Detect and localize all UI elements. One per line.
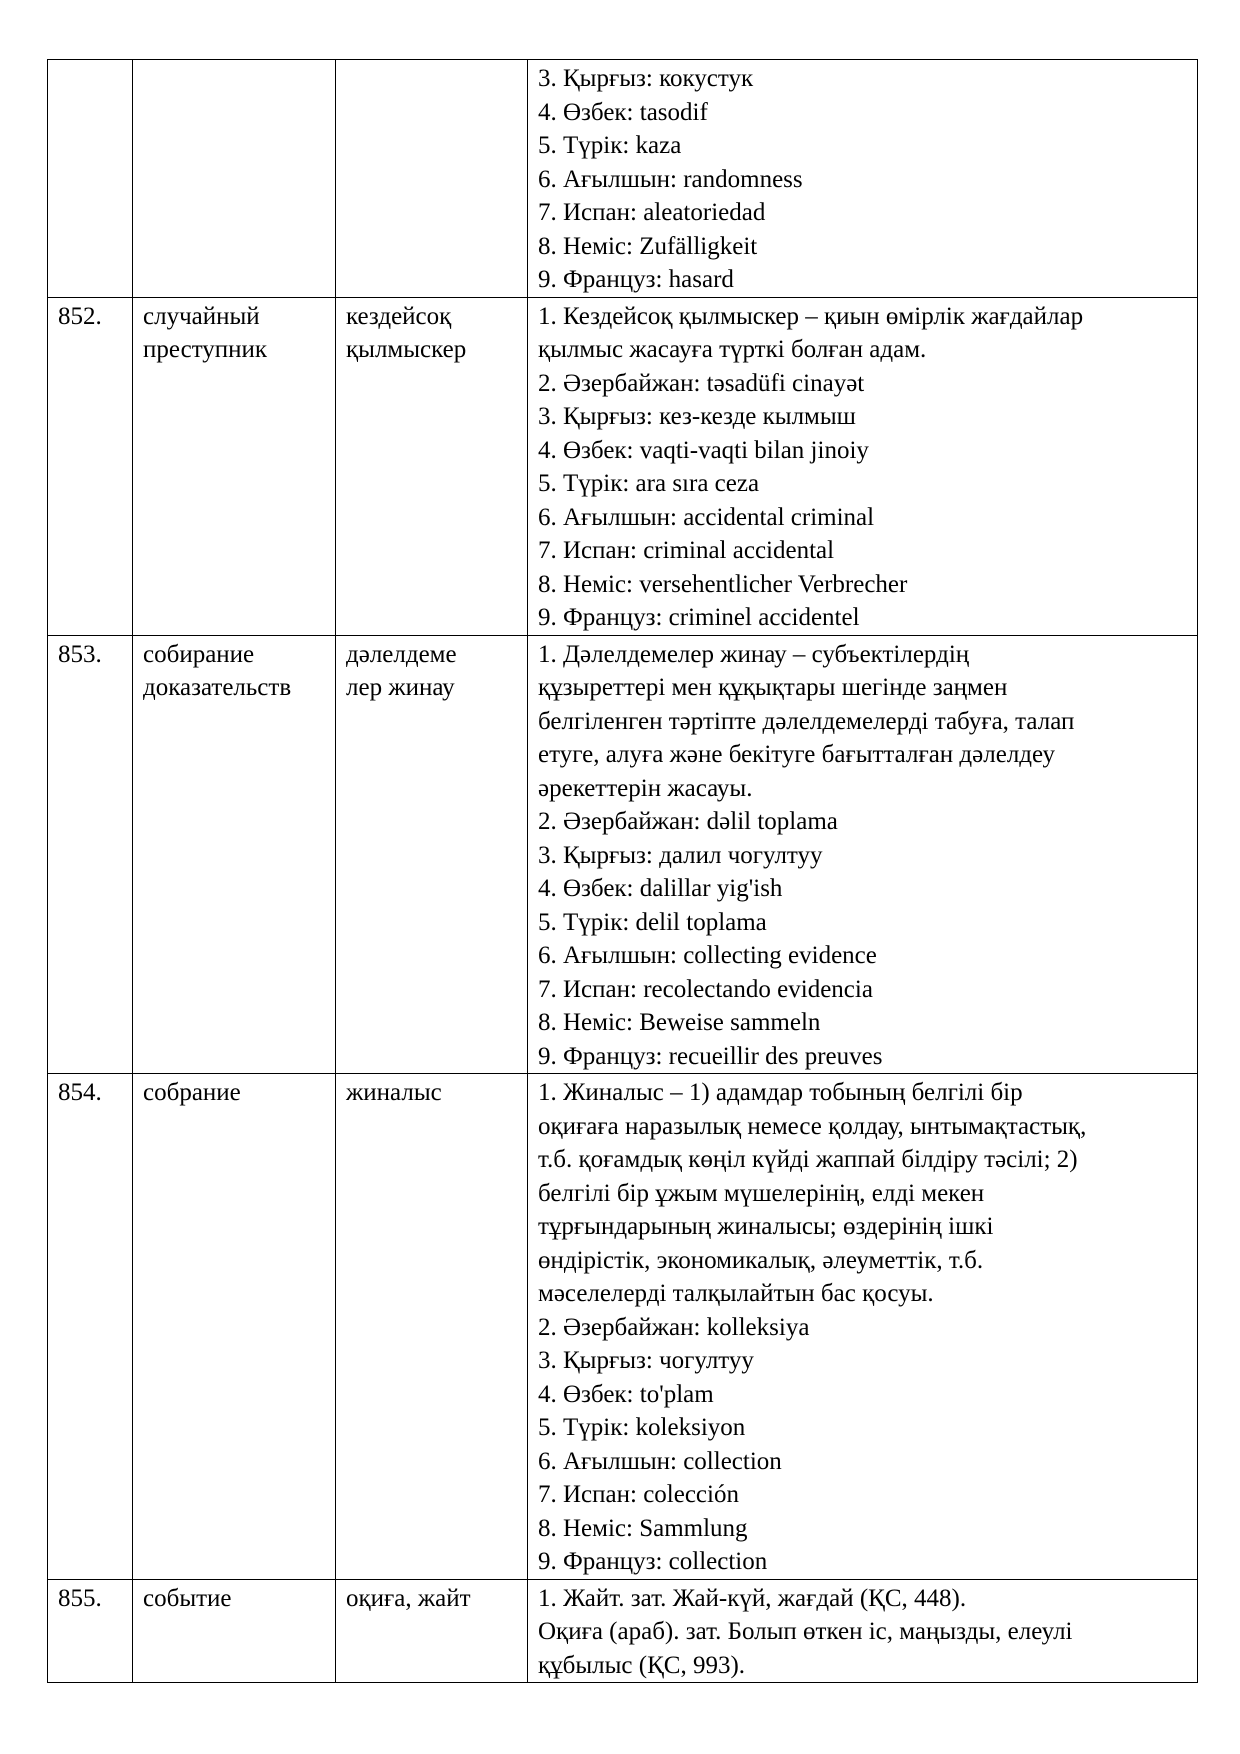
definition-and-translations-line: 5. Түрік: delil toplama <box>538 908 767 936</box>
russian-term-line: собирание <box>143 640 255 668</box>
kazakh-term-line: жиналыс <box>346 1079 442 1106</box>
russian-term-line: событие <box>143 1584 232 1612</box>
russian-term <box>133 635 336 1074</box>
definition-and-translations-line: құзыреттері мен құқықтары шегінде заңмен <box>538 674 1008 701</box>
definition-and-translations-line: 4. Өзбек: vaqti-vaqti bilan jinoiy <box>538 436 869 464</box>
definition-and-translations-line: 6. Ағылшын: randomness <box>538 165 803 193</box>
table-row <box>48 1579 1198 1683</box>
definition-and-translations-line: мәселелерді талқылайтын бас қосуы. <box>538 1280 934 1307</box>
definition-and-translations-line: 5. Түрік: ara sıra ceza <box>538 470 760 497</box>
definition-and-translations-line: қылмыс жасауға түрткі болған адам. <box>538 336 927 363</box>
definition-and-translations-line: 7. Испан: criminal accidental <box>538 537 835 564</box>
kazakh-term <box>336 635 528 1074</box>
definition-and-translations <box>528 1074 1198 1580</box>
kazakh-term <box>336 60 528 298</box>
definition-and-translations-line: белгілі бір ұжым мүшелерінің, елді мекен <box>538 1179 985 1207</box>
table-row <box>48 60 1198 298</box>
definition-and-translations-line: 8. Неміс: Sammlung <box>538 1514 748 1542</box>
definition-and-translations-line: 6. Ағылшын: collecting evidence <box>538 942 877 969</box>
definition-and-translations-line: 5. Түрік: kaza <box>538 132 682 159</box>
definition-and-translations-line: 7. Испан: aleatoriedad <box>538 199 766 226</box>
definition-and-translations-line: 9. Француз: collection <box>538 1548 768 1575</box>
definition-and-translations-line: 2. Әзербайжан: dəlil toplama <box>538 808 838 835</box>
definition-and-translations-line: 3. Қырғыз: кокустук <box>538 65 754 92</box>
definition-and-translations-line: 3. Қырғыз: кез-кезде кылмыш <box>538 403 856 430</box>
definition-and-translations-line: әрекеттерін жасауы. <box>538 774 753 802</box>
definition-and-translations-line: 2. Әзербайжан: kolleksiya <box>538 1313 810 1341</box>
definition-and-translations <box>528 60 1198 298</box>
kazakh-term-line: лер жинау <box>346 674 455 701</box>
russian-term <box>133 297 336 635</box>
dictionary-body <box>48 60 1198 1683</box>
definition-and-translations-line: құбылыс (ҚС, 993). <box>538 1651 746 1679</box>
russian-term <box>133 1074 336 1580</box>
definition-and-translations-line: 3. Қырғыз: далил чогултуу <box>538 841 823 869</box>
russian-term-line: случайный <box>143 302 260 330</box>
definition-and-translations-line: 7. Испан: recolectando evidencia <box>538 975 873 1003</box>
entry-number: 855. <box>48 1579 133 1683</box>
kazakh-term-line: оқиға, жайт <box>346 1584 471 1612</box>
entry-number: 854. <box>48 1074 133 1580</box>
russian-term <box>133 1579 336 1683</box>
table-row <box>48 297 1198 635</box>
definition-and-translations-line: өндірістік, экономикалық, әлеуметтік, т.б. <box>538 1246 984 1274</box>
kazakh-term-line: қылмыскер <box>346 336 467 363</box>
definition-and-translations-line: 6. Ағылшын: collection <box>538 1447 782 1475</box>
definition-and-translations-line: т.б. қоғамдық көңіл күйді жаппай білдіру тәсілі; 2) <box>538 1146 1078 1173</box>
definition-and-translations-line: 4. Өзбек: tasodif <box>538 98 708 126</box>
definition-and-translations-line: 4. Өзбек: dalillar yig'ish <box>538 875 783 902</box>
definition-and-translations-line: 6. Ағылшын: accidental criminal <box>538 503 875 531</box>
kazakh-term-line: кездейсоқ <box>346 302 452 330</box>
definition-and-translations-line: 1. Кездейсоқ қылмыскер – қиын өмірлік жағдайлар <box>538 302 1084 330</box>
entry-number: 852. <box>48 297 133 635</box>
definition-and-translations-line: 8. Неміс: Beweise sammeln <box>538 1009 821 1036</box>
dictionary-table <box>47 59 1198 1683</box>
definition-and-translations-line: 5. Түрік: koleksiyon <box>538 1414 746 1441</box>
definition-and-translations-line: 3. Қырғыз: чогултуу <box>538 1347 754 1374</box>
definition-and-translations-line: 9. Француз: criminel accidentel <box>538 604 860 631</box>
definition-and-translations-line: 8. Неміс: Zufälligkeit <box>538 232 758 260</box>
definition-and-translations-line: 9. Француз: recueillir des preuves <box>538 1042 883 1070</box>
definition-and-translations-line: 2. Әзербайжан: təsadüfi cinayət <box>538 369 865 397</box>
definition-and-translations <box>528 635 1198 1074</box>
entry-number <box>48 60 133 298</box>
definition-and-translations-line: оқиғаға наразылық немесе қолдау, ынтымақтастық, <box>538 1112 1087 1140</box>
definition-and-translations-line: 1. Жайт. зат. Жай-күй, жағдай (ҚС, 448). <box>538 1584 967 1612</box>
kazakh-term-line: дәлелдеме <box>346 640 457 668</box>
table-row <box>48 635 1198 1074</box>
entry-number: 853. <box>48 635 133 1074</box>
russian-term-line: собрание <box>143 1079 241 1106</box>
russian-term-line: преступник <box>143 336 268 363</box>
definition-and-translations-line: белгіленген тәртіпте дәлелдемелерді табуға, талап <box>538 707 1075 735</box>
definition-and-translations <box>528 1579 1198 1683</box>
definition-and-translations-line: етуге, алуға және бекітуге бағытталған дәлелдеу <box>538 741 1055 768</box>
definition-and-translations <box>528 297 1198 635</box>
definition-and-translations-line: 1. Жиналыс – 1) адамдар тобының белгілі бір <box>538 1079 1023 1106</box>
definition-and-translations-line: 8. Неміс: versehentlicher Verbrecher <box>538 570 908 598</box>
russian-term-line: доказательств <box>143 674 292 701</box>
kazakh-term <box>336 1579 528 1683</box>
definition-and-translations-line: тұрғындарының жиналысы; өздерінің ішкі <box>538 1213 994 1240</box>
definition-and-translations-line: 4. Өзбек: to'plam <box>538 1380 714 1408</box>
definition-and-translations-line: 1. Дәлелдемелер жинау – субъектілердің <box>538 640 970 668</box>
definition-and-translations-line: Оқиға (араб). зат. Болып өткен іс, маңызды, елеулі <box>538 1618 1073 1645</box>
kazakh-term <box>336 1074 528 1580</box>
definition-and-translations-line: 7. Испан: colección <box>538 1481 739 1508</box>
russian-term <box>133 60 336 298</box>
table-row <box>48 1074 1198 1580</box>
definition-and-translations-line: 9. Француз: hasard <box>538 266 734 293</box>
kazakh-term <box>336 297 528 635</box>
